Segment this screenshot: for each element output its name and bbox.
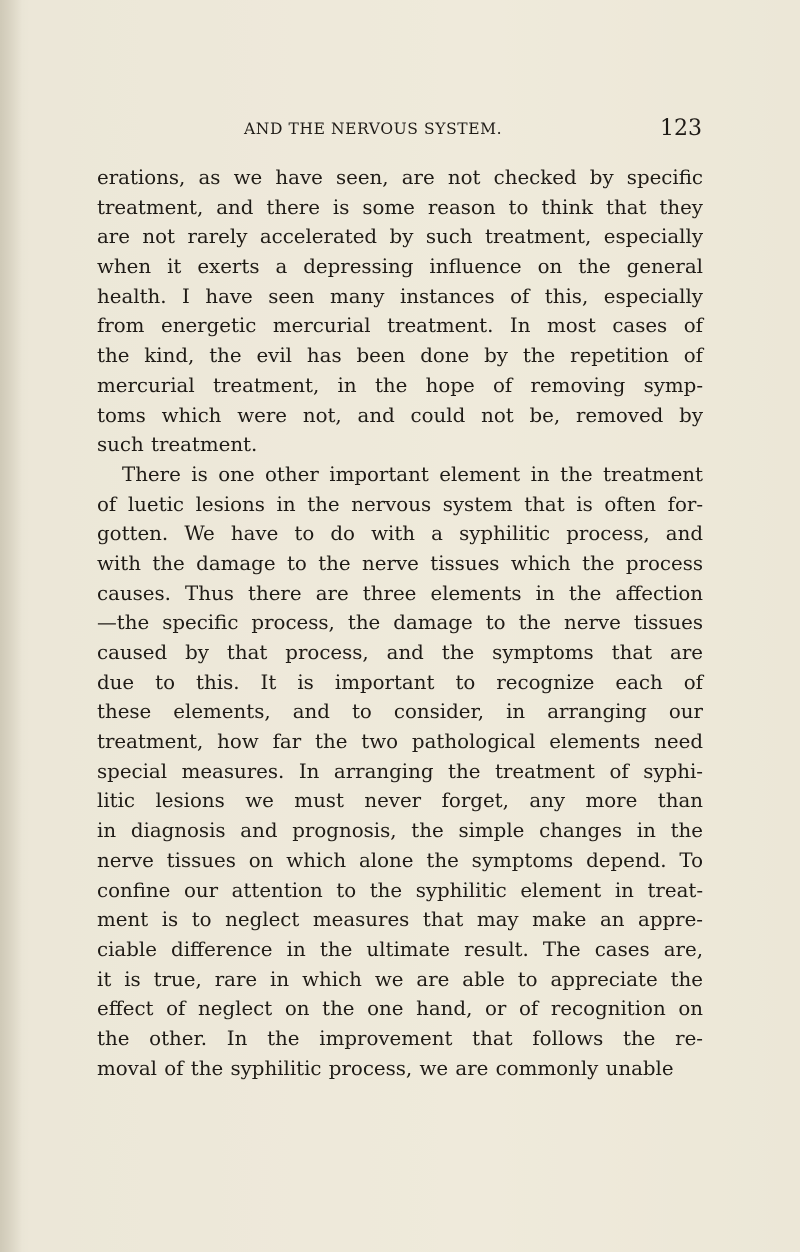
text-line: it is true, rare in which we are able to appreciate the bbox=[97, 967, 703, 991]
text-line: treatment, how far the two pathological elements need bbox=[97, 730, 703, 754]
text-line: —the specific process, the damage to the nerve tissues bbox=[97, 611, 703, 635]
body-text bbox=[97, 163, 703, 1083]
text-line: treatment, and there is some reason to think that they bbox=[97, 195, 703, 219]
page-header bbox=[102, 117, 702, 147]
text-line: causes. Thus there are three elements in the affection bbox=[97, 581, 703, 605]
page-number: 123 bbox=[660, 116, 702, 141]
text-line: ciable difference in the ultimate result. The cases are, bbox=[97, 937, 703, 961]
text-line: when it exerts a depressing influence on the general bbox=[97, 255, 703, 279]
page-edge-shadow bbox=[0, 0, 22, 1252]
text-line: the other. In the improvement that follows the re- bbox=[97, 1026, 703, 1050]
text-line: health. I have seen many instances of this, especially bbox=[97, 284, 703, 308]
text-line: erations, as we have seen, are not checked by specific bbox=[97, 166, 703, 189]
text-line: special measures. In arranging the treatment of syphi- bbox=[97, 759, 703, 783]
text-line: effect of neglect on the one hand, or of recognition on bbox=[97, 997, 703, 1021]
running-head: AND THE NERVOUS SYSTEM. bbox=[244, 120, 503, 138]
text-line: ment is to neglect measures that may make an appre- bbox=[97, 908, 703, 932]
text-line: from energetic mercurial treatment. In most cases of bbox=[97, 314, 703, 338]
text-line: are not rarely accelerated by such treatment, especially bbox=[97, 225, 703, 249]
text-line: such treatment. bbox=[97, 433, 258, 457]
text-line: these elements, and to consider, in arranging our bbox=[97, 700, 703, 724]
text-line: with the damage to the nerve tissues which the process bbox=[97, 551, 703, 575]
text-line: in diagnosis and prognosis, the simple changes in the bbox=[97, 819, 703, 843]
text-line: of luetic lesions in the nervous system that is often for- bbox=[97, 492, 703, 516]
text-line: confine our attention to the syphilitic element in treat- bbox=[97, 878, 703, 902]
text-line: nerve tissues on which alone the symptoms depend. To bbox=[97, 848, 703, 872]
text-line: caused by that process, and the symptoms that are bbox=[97, 641, 703, 664]
text-line: gotten. We have to do with a syphilitic process, and bbox=[97, 522, 703, 546]
text-line: moval of the syphilitic process, we are commonly unable bbox=[97, 1056, 674, 1080]
paragraph-start-line: There is one other important element in the treatment bbox=[122, 462, 703, 486]
text-line: the kind, the evil has been done by the repetition of bbox=[97, 344, 703, 368]
text-line: litic lesions we must never forget, any more than bbox=[97, 789, 703, 813]
text-line: due to this. It is important to recognize each of bbox=[97, 670, 703, 694]
text-line: mercurial treatment, in the hope of removing symp- bbox=[97, 373, 703, 397]
text-line: toms which were not, and could not be, removed by bbox=[97, 403, 703, 427]
